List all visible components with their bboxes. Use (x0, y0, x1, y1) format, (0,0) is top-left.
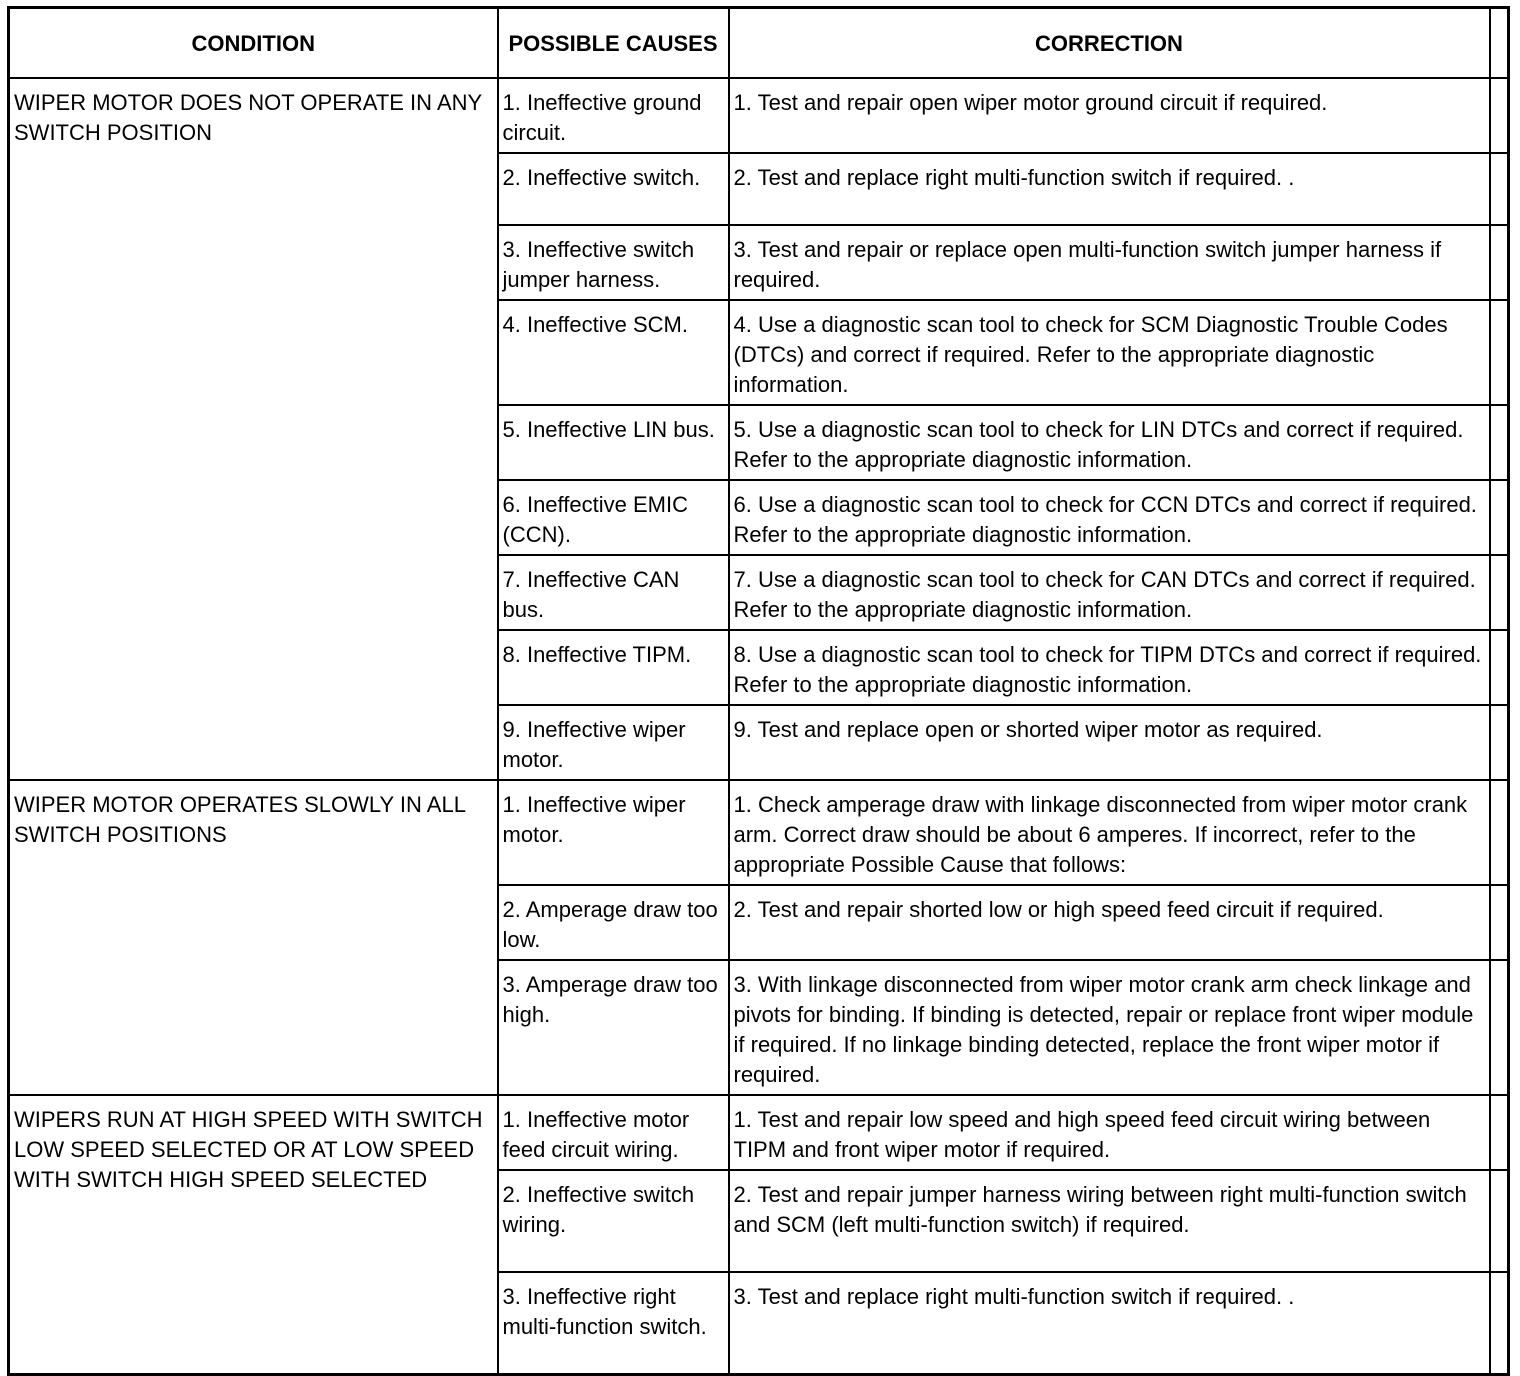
cause-cell: 1. Ineffective ground circuit. (498, 78, 729, 153)
row-stub (1490, 405, 1509, 480)
row-stub (1490, 555, 1509, 630)
row-stub (1490, 1095, 1509, 1170)
cause-cell: 6. Ineffective EMIC (CCN). (498, 480, 729, 555)
correction-cell: 3. Test and repair or replace open multi-function switch jumper harness if required. (729, 225, 1490, 300)
row-stub (1490, 78, 1509, 153)
correction-cell: 3. With linkage disconnected from wiper motor crank arm check linkage and pivots for binding. If binding is detected, repair or replace front wiper module if required. If no linkage binding detected, replace the front wiper motor if required. (729, 960, 1490, 1095)
correction-cell: 9. Test and replace open or shorted wiper motor as required. (729, 705, 1490, 780)
table-row (9, 1095, 1509, 1170)
condition-cell: WIPER MOTOR OPERATES SLOWLY IN ALL SWITCH POSITIONS (9, 780, 498, 1095)
row-stub (1490, 885, 1509, 960)
row-stub (1490, 300, 1509, 405)
header-stub (1490, 8, 1509, 79)
correction-cell: 7. Use a diagnostic scan tool to check for CAN DTCs and correct if required. Refer to the appropriate diagnostic information. (729, 555, 1490, 630)
table-row (9, 780, 1509, 885)
cause-cell: 7. Ineffective CAN bus. (498, 555, 729, 630)
row-stub (1490, 630, 1509, 705)
correction-cell: 1. Check amperage draw with linkage disconnected from wiper motor crank arm. Correct draw should be about 6 amperes. If incorrect, refer to the appropriate Possible Cause that follows: (729, 780, 1490, 885)
correction-cell: 5. Use a diagnostic scan tool to check for LIN DTCs and correct if required. Refer to the appropriate diagnostic information. (729, 405, 1490, 480)
row-stub (1490, 960, 1509, 1095)
diagnosis-table (7, 6, 1510, 1376)
correction-cell: 1. Test and repair open wiper motor ground circuit if required. (729, 78, 1490, 153)
correction-cell: 4. Use a diagnostic scan tool to check for SCM Diagnostic Trouble Codes (DTCs) and correct if required. Refer to the appropriate diagnostic information. (729, 300, 1490, 405)
cause-cell: 4. Ineffective SCM. (498, 300, 729, 405)
header-condition: CONDITION (9, 8, 498, 79)
correction-cell: 8. Use a diagnostic scan tool to check for TIPM DTCs and correct if required. Refer to the appropriate diagnostic information. (729, 630, 1490, 705)
row-stub (1490, 225, 1509, 300)
row-stub (1490, 780, 1509, 885)
correction-cell: 1. Test and repair low speed and high speed feed circuit wiring between TIPM and front wiper motor if required. (729, 1095, 1490, 1170)
cause-cell: 2. Amperage draw too low. (498, 885, 729, 960)
row-stub (1490, 153, 1509, 225)
condition-cell: WIPERS RUN AT HIGH SPEED WITH SWITCH LOW SPEED SELECTED OR AT LOW SPEED WITH SWITCH HIGH SPEED SELECTED (9, 1095, 498, 1374)
header-correction: CORRECTION (729, 8, 1490, 79)
correction-cell: 6. Use a diagnostic scan tool to check for CCN DTCs and correct if required. Refer to the appropriate diagnostic information. (729, 480, 1490, 555)
cause-cell: 2. Ineffective switch. (498, 153, 729, 225)
cause-cell: 3. Amperage draw too high. (498, 960, 729, 1095)
correction-cell: 2. Test and replace right multi-function switch if required. . (729, 153, 1490, 225)
cause-cell: 8. Ineffective TIPM. (498, 630, 729, 705)
cause-cell: 1. Ineffective wiper motor. (498, 780, 729, 885)
row-stub (1490, 1272, 1509, 1374)
cause-cell: 3. Ineffective right multi-function switch. (498, 1272, 729, 1374)
table-row (9, 78, 1509, 153)
row-stub (1490, 480, 1509, 555)
correction-cell: 2. Test and repair jumper harness wiring between right multi-function switch and SCM (left multi-function switch) if required. (729, 1170, 1490, 1272)
correction-cell: 3. Test and replace right multi-function switch if required. . (729, 1272, 1490, 1374)
row-stub (1490, 705, 1509, 780)
cause-cell: 2. Ineffective switch wiring. (498, 1170, 729, 1272)
correction-cell: 2. Test and repair shorted low or high speed feed circuit if required. (729, 885, 1490, 960)
header-row (9, 8, 1509, 79)
condition-cell: WIPER MOTOR DOES NOT OPERATE IN ANY SWITCH POSITION (9, 78, 498, 780)
cause-cell: 3. Ineffective switch jumper harness. (498, 225, 729, 300)
header-possible-causes: POSSIBLE CAUSES (498, 8, 729, 79)
row-stub (1490, 1170, 1509, 1272)
cause-cell: 9. Ineffective wiper motor. (498, 705, 729, 780)
cause-cell: 1. Ineffective motor feed circuit wiring. (498, 1095, 729, 1170)
cause-cell: 5. Ineffective LIN bus. (498, 405, 729, 480)
